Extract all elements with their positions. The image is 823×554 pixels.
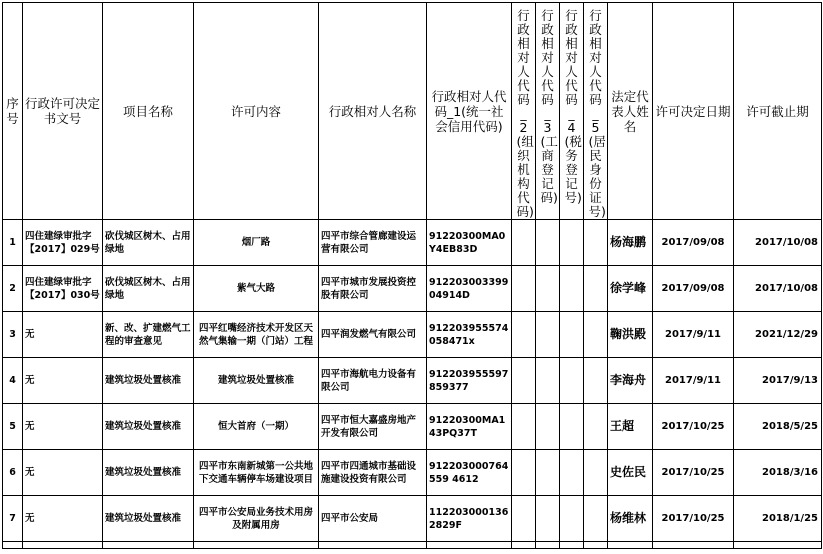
row-expiry-date: 2018/5/25 (734, 404, 822, 450)
row-code5 (584, 358, 608, 404)
row-legal-rep: 杨维林 (608, 496, 653, 542)
empty-cell (194, 542, 319, 549)
empty-cell (3, 542, 23, 549)
row-code1: 91220300MA143PQ37T (427, 404, 512, 450)
row-legal-rep: 李海舟 (608, 358, 653, 404)
row-code4 (560, 358, 584, 404)
header-row (3, 3, 822, 220)
row-seq: 3 (3, 312, 23, 358)
row-seq: 1 (3, 220, 23, 266)
row-expiry-date: 2018/3/16 (734, 450, 822, 496)
row-code5 (584, 266, 608, 312)
table-row (3, 312, 822, 358)
row-party-name: 四平市四通城市基础设施建设投资有限公司 (319, 450, 427, 496)
row-code4 (560, 450, 584, 496)
row-code5 (584, 312, 608, 358)
header-code3 (536, 3, 560, 220)
row-code1: 912203003399 04914D (427, 266, 512, 312)
row-permit-content: 四平红嘴经济技术开发区天然气集输一期（门站）工程 (194, 312, 319, 358)
row-code5 (584, 220, 608, 266)
header-decision-doc-no: 行政许可决定书文号 (23, 3, 103, 220)
empty-cell (584, 542, 608, 549)
row-party-name: 四平润发燃气有限公司 (319, 312, 427, 358)
row-decision-doc-no: 无 (23, 404, 103, 450)
empty-cell (536, 542, 560, 549)
row-expiry-date: 2017/10/08 (734, 266, 822, 312)
header-code4 (560, 3, 584, 220)
row-project-name: 新、改、扩建燃气工程的审查意见 (103, 312, 194, 358)
row-project-name: 建筑垃圾处置核准 (103, 450, 194, 496)
row-code4 (560, 404, 584, 450)
table-row (3, 404, 822, 450)
header-permit-content: 许可内容 (194, 3, 319, 220)
row-seq: 4 (3, 358, 23, 404)
row-expiry-date: 2017/9/13 (734, 358, 822, 404)
row-code3 (536, 358, 560, 404)
header-expiry-date: 许可截止期 (734, 3, 822, 220)
table-row (3, 450, 822, 496)
row-code4 (560, 266, 584, 312)
table-row (3, 496, 822, 542)
row-decision-doc-no: 四住建绿审批字【2017】029号 (23, 220, 103, 266)
header-project-name: 项目名称 (103, 3, 194, 220)
row-code3 (536, 266, 560, 312)
row-decision-date: 2017/09/08 (653, 266, 734, 312)
header-code1: 行政相对人代码_1(统一社会信用代码) (427, 3, 512, 220)
row-seq: 2 (3, 266, 23, 312)
row-code3 (536, 496, 560, 542)
header-code2-text: 行政相对人代码_2(组织机构代码) (516, 8, 534, 219)
row-permit-content: 四平市东南新城第一公共地下交通车辆停车场建设项目 (194, 450, 319, 496)
empty-cell (319, 542, 427, 549)
row-project-name: 砍伐城区树木、占用绿地 (103, 266, 194, 312)
row-code2 (512, 358, 536, 404)
row-party-name: 四平市恒大嘉盛房地产开发有限公司 (319, 404, 427, 450)
header-party-name: 行政相对人名称 (319, 3, 427, 220)
empty-cell (427, 542, 512, 549)
header-code2 (512, 3, 536, 220)
row-decision-doc-no: 无 (23, 312, 103, 358)
table-row-partial (3, 542, 822, 549)
header-decision-date: 许可决定日期 (653, 3, 734, 220)
row-decision-doc-no: 无 (23, 496, 103, 542)
row-code5 (584, 450, 608, 496)
row-legal-rep: 徐学峰 (608, 266, 653, 312)
row-legal-rep: 鞠洪殿 (608, 312, 653, 358)
row-code2 (512, 220, 536, 266)
empty-cell (23, 542, 103, 549)
row-code5 (584, 404, 608, 450)
empty-cell (560, 542, 584, 549)
empty-cell (608, 542, 653, 549)
row-party-name: 四平市城市发展投资控股有限公司 (319, 266, 427, 312)
row-decision-doc-no: 四住建绿审批字【2017】030号 (23, 266, 103, 312)
row-code4 (560, 496, 584, 542)
row-expiry-date: 2018/1/25 (734, 496, 822, 542)
row-code1: 1122030001362829F (427, 496, 512, 542)
row-code3 (536, 312, 560, 358)
row-seq: 7 (3, 496, 23, 542)
row-code1: 912203000764559 4612 (427, 450, 512, 496)
row-decision-date: 2017/10/25 (653, 496, 734, 542)
row-legal-rep: 王超 (608, 404, 653, 450)
header-code3-text: 行政相对人代码_3(工商登记码) (540, 8, 558, 205)
row-permit-content: 紫气大路 (194, 266, 319, 312)
empty-cell (653, 542, 734, 549)
row-project-name: 砍伐城区树木、占用绿地 (103, 220, 194, 266)
row-code3 (536, 450, 560, 496)
row-permit-content: 四平市公安局业务技术用房及附属用房 (194, 496, 319, 542)
row-code5 (584, 496, 608, 542)
row-decision-date: 2017/9/11 (653, 312, 734, 358)
row-legal-rep: 杨海鹏 (608, 220, 653, 266)
row-code2 (512, 450, 536, 496)
row-decision-doc-no: 无 (23, 450, 103, 496)
row-code2 (512, 312, 536, 358)
header-code5-text: 行政相对人代码_5(居民身份证号) (588, 8, 606, 219)
empty-cell (734, 542, 822, 549)
row-seq: 5 (3, 404, 23, 450)
row-party-name: 四平市海航电力设备有限公司 (319, 358, 427, 404)
row-code2 (512, 266, 536, 312)
row-decision-doc-no: 无 (23, 358, 103, 404)
header-code5 (584, 3, 608, 220)
row-seq: 6 (3, 450, 23, 496)
row-project-name: 建筑垃圾处置核准 (103, 496, 194, 542)
row-code3 (536, 220, 560, 266)
row-code1: 91220300MA0Y4EB83D (427, 220, 512, 266)
row-permit-content: 烟厂路 (194, 220, 319, 266)
table-row (3, 358, 822, 404)
row-code4 (560, 312, 584, 358)
row-code4 (560, 220, 584, 266)
row-permit-content: 恒大首府（一期） (194, 404, 319, 450)
row-code2 (512, 496, 536, 542)
row-code1: 912203955597859377 (427, 358, 512, 404)
row-expiry-date: 2021/12/29 (734, 312, 822, 358)
row-code2 (512, 404, 536, 450)
row-expiry-date: 2017/10/08 (734, 220, 822, 266)
empty-cell (103, 542, 194, 549)
row-decision-date: 2017/09/08 (653, 220, 734, 266)
row-decision-date: 2017/9/11 (653, 358, 734, 404)
permit-table (2, 2, 822, 549)
header-seq: 序号 (3, 3, 23, 220)
empty-cell (512, 542, 536, 549)
row-code3 (536, 404, 560, 450)
row-decision-date: 2017/10/25 (653, 450, 734, 496)
row-permit-content: 建筑垃圾处置核准 (194, 358, 319, 404)
row-party-name: 四平市综合管廊建设运营有限公司 (319, 220, 427, 266)
header-legal-rep: 法定代表人姓名 (608, 3, 653, 220)
row-project-name: 建筑垃圾处置核准 (103, 358, 194, 404)
header-code4-text: 行政相对人代码_4(税务登记号) (564, 8, 582, 205)
table-row (3, 266, 822, 312)
row-party-name: 四平市公安局 (319, 496, 427, 542)
row-code1: 912203955574058471x (427, 312, 512, 358)
row-decision-date: 2017/10/25 (653, 404, 734, 450)
row-legal-rep: 史佐民 (608, 450, 653, 496)
table-row (3, 220, 822, 266)
row-project-name: 建筑垃圾处置核准 (103, 404, 194, 450)
